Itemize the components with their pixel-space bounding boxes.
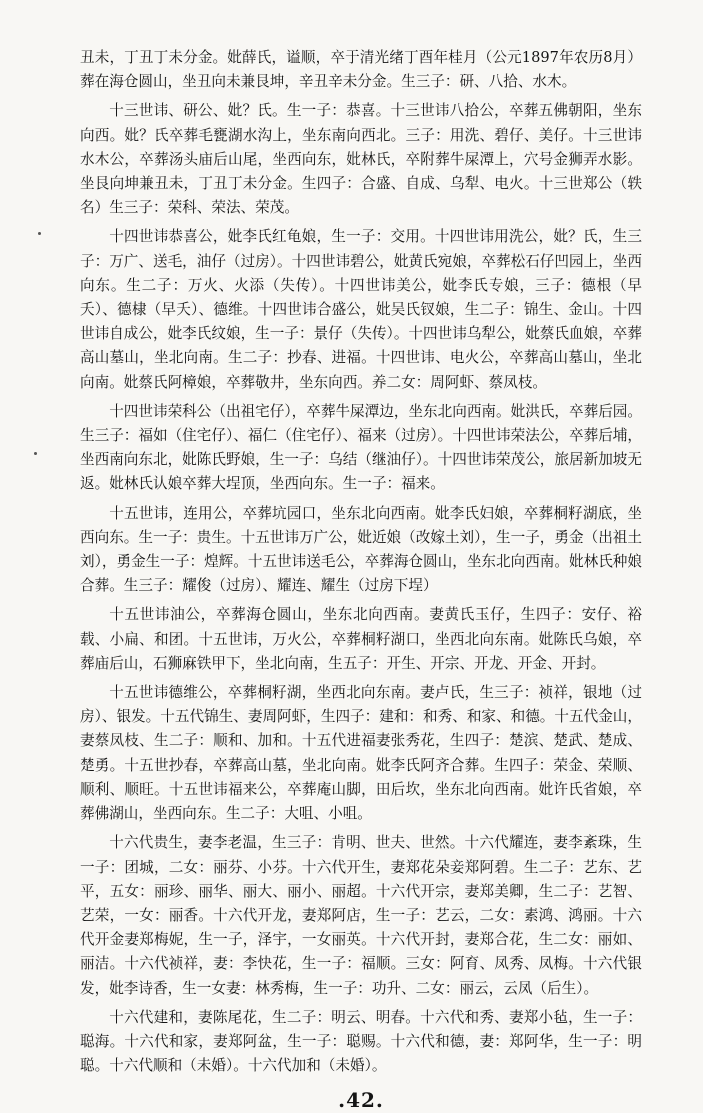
- paragraph-7: 十五世讳德维公，卒葬桐籽湖，坐西北向东南。妻卢氏，生三子：祯祥，银地（过房）、银发。十五代锦生、妻周阿虾，生四子：建和：和秀、和家、和德。十五代金山，妻蔡凤枝、生二子：顺和、加和。十五代进福妻张秀花，生四子：楚滨、楚武、楚成、楚勇。十五世抄春，卒葬高山墓，坐北向南。妣李氏阿齐合葬。生四子：荣金、荣顺、顺利、顺旺。十五世讳福来公，卒葬庵山脚，田后坎，坐东北向西南。妣许氏省娘，卒葬佛湖山，坐西向东。生二子：大咀、小咀。: [80, 684, 642, 823]
- document-page: [80, 46, 642, 1113]
- paragraph-3: 十四世讳恭喜公，妣李氏红龟娘，生一子：交用。十四世讳用洗公，妣？氏，生三子：万广、送毛，油仔（过房）。十四世讳碧公，妣黄氏宛娘，卒葬松石仔凹园上，坐西向东。生二子：万火、火添（失传）。十四世讳美公，妣李氏专娘，三子：德根（早夭）、德棣（早夭）、德维。十四世讳合盛公，妣吴氏钗娘，生二子：锦生、金山。十四世讳自成公，妣李氏纹娘，生一子：景仔（失传）。十四世讳乌犁公，妣蔡氏血娘，卒葬高山墓山，坐北向南。生二子：抄春、进福。十四世讳、电火公，卒葬高山墓山，坐北向南。妣蔡氏阿樟娘，卒葬敬井，坐东向西。养二女：周阿虾、蔡凤枝。: [80, 228, 642, 391]
- paragraph-5: 十五世讳，连用公，卒葬坑园口，坐东北向西南。妣李氏妇娘，卒葬桐籽湖底，坐西向东。生一子：贵生。十五世讳万广公，妣近娘（改嫁土刘），生一子，勇金（出祖土刘），勇金生一子：煌辉。十五世讳送毛公，卒葬海仓圆山，坐东北向西南。妣林氏种娘合葬。生三子：耀俊（过房）、耀连、耀生（过房下埕）: [80, 504, 642, 595]
- page-number: .42.: [338, 1088, 384, 1113]
- scan-speck-mark: [38, 232, 41, 235]
- paragraph-8: 十六代贵生，妻李老温，生三子：肯明、世夫、世然。十六代耀连，妻李紊珠，生一子：团城，二女：丽芬、小芬。十六代开生，妻郑花朵妾郑阿碧。生二子：艺东、艺平，五女：丽珍、丽华、丽大、丽小、丽超。十六代开宗，妻郑美卿，生二子：艺智、艺荣，一女：丽香。十六代开龙，妻郑阿店，生一子：艺云，二女：素鸿、鸿丽。十六代开金妻郑梅妮，生一子，泽宇，一女丽英。十六代开封，妻郑合花，生二女：丽如、丽洁。十六代祯祥，妻：李快花，生一子：福顺。三女：阿育、凤秀、凤梅。十六代银发，妣李诗香，生一女妻：林秀梅，生一子：功升、二女：丽云，云凤（后生）。: [80, 834, 642, 997]
- paragraph-1: 丑未，丁丑丁未分金。妣薛氏，谥顺，卒于清光绪丁酉年桂月（公元1897年农历8月）葬在海仓圆山，坐丑向未兼艮坤，辛丑辛未分金。生三子：研、八拾、水木。: [80, 49, 642, 91]
- scan-speck-mark: [34, 452, 37, 455]
- paragraph-2: 十三世讳、研公、妣？氏。生一子：恭喜。十三世讳八拾公，卒葬五佛朝阳，坐东向西。妣？氏卒葬毛甕湖水沟上，坐东南向西北。三子：用洗、碧仔、美仔。十三世讳水木公，卒葬汤头庙后山尾，坐西向东，妣林氏，卒附葬牛屎潭上，穴号金狮弄水影。坐艮向坤兼丑未，丁丑丁未分金。生四子：合盛、自成、乌犁、电火。十三世郑公（轶名）生三子：荣科、荣法、荣茂。: [80, 102, 642, 217]
- paragraph-4: 十四世讳荣科公（出祖宅仔），卒葬牛屎潭边，坐东北向西南。妣洪氏，卒葬后园。生三子：福如（住宅仔）、福仁（住宅仔）、福来（过房）。十四世讳荣法公，卒葬后埔，坐西南向东北，妣陈氏野娘，生一子：乌结（继油仔）。十四世讳荣茂公，旅居新加坡无返。妣林氏认娘卒葬大埕顶，坐西向东。生一子：福来。: [80, 402, 642, 493]
- paragraph-6: 十五世讳油公，卒葬海仓圆山，坐东北向西南。妻黄氏玉仔，生四子：安仔、裕载、小扁、和团。十五世讳，万火公，卒葬桐籽湖口，坐西北向东南。妣陈氏乌娘，卒葬庙后山，石狮麻铁甲下，坐北向南，生五子：开生、开宗、开龙、开金、开封。: [80, 606, 642, 672]
- paragraph-9: 十六代建和，妻陈尾花，生二子：明云、明春。十六代和秀、妻郑小毡，生一子：聪海。十六代和家，妻郑阿盆，生一子：聪赐。十六代和德，妻：郑阿华，生一子：明聪。十六代顺和（未婚）。十六代加和（未婚）。: [80, 1008, 642, 1075]
